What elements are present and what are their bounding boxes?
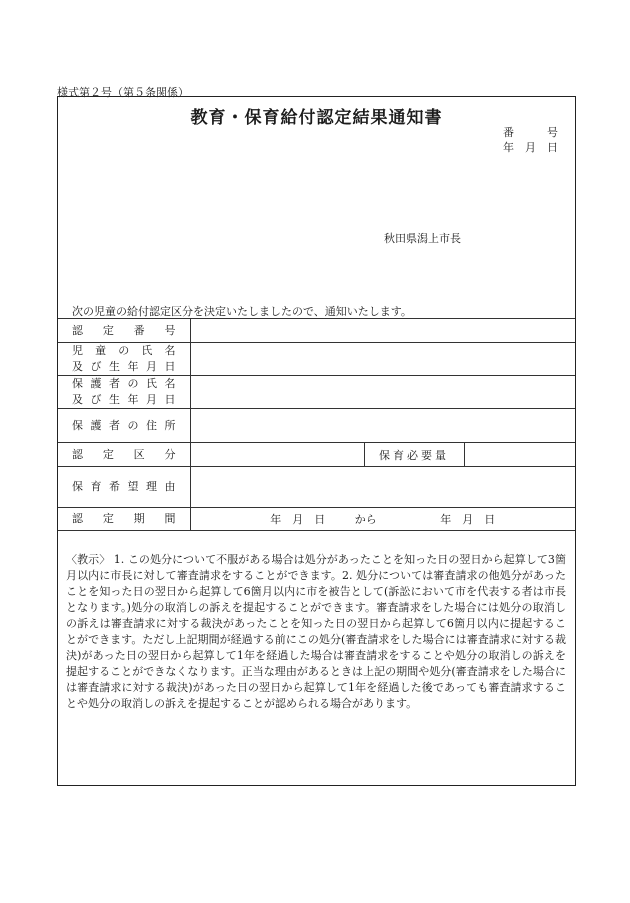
cert-number-value	[190, 319, 575, 343]
table-row	[58, 319, 575, 343]
table-row	[58, 376, 575, 409]
document-date-line: 年 月 日	[503, 141, 558, 154]
care-reason-label: 保育希望理由	[58, 467, 190, 508]
guardian-address-label: 保護者の住所	[58, 409, 190, 443]
issuer-name: 秋田県潟上市長	[384, 232, 461, 245]
cert-period-label: 認 定 期 間	[58, 508, 190, 531]
guardian-name-label	[58, 376, 190, 409]
cert-number-label: 認 定 番 号	[58, 319, 190, 343]
care-reason-value	[190, 467, 575, 508]
guardian-address-value	[190, 409, 575, 443]
table-row	[58, 508, 575, 531]
guardian-name-value	[190, 376, 575, 409]
care-amount-value	[464, 443, 575, 467]
cert-period-value	[190, 508, 575, 531]
period-from: から	[354, 513, 377, 526]
table-row	[58, 409, 575, 443]
guardian-name-label-line2: 及び生年月日	[72, 393, 176, 406]
table-row	[58, 343, 575, 376]
child-name-label	[58, 343, 190, 376]
appeal-instructions: 〈教示〉 1. この処分について不服がある場合は処分があったことを知った日の翌日から起算して3箇月以内に市長に対して審査請求をすることができます。2. 処分については審査請求の他処分があったことを知った日の翌日から起算して6箇月以内に市を被告として(訴訟において市を代表する者は市長となります。)処分の取消しの訴えを提起することができます。審査請求をした場合には処分の取消しの訴えは審査請求に対する裁決があったことを知った日の翌日から起算して6箇月以内に提起することができます。ただし上記期間が経過する前にこの処分(審査請求をした場合には審査請求に対する裁決)があった日の翌日から起算して1年を経過した場合は審査請求をすることや処分の取消しの訴えを提起することができなくなります。正当な理由があるときは上記の期間や処分(審査請求をした場合には審査請求に対する裁決)があった日の翌日から起算して1年を経過した後であっても審査請求することや処分の取消しの訴えを提起することが認められる場合があります。	[66, 553, 566, 710]
document-number-line: 番 号	[503, 126, 558, 139]
intro-text: 次の児童の給付認定区分を決定いたしましたので、通知いたします。	[72, 305, 412, 318]
certification-table	[58, 318, 575, 531]
cert-category-value	[190, 443, 364, 467]
child-name-label-line1: 児童の氏名	[72, 344, 176, 357]
table-row	[58, 467, 575, 508]
care-amount-label: 保育必要量	[364, 443, 464, 467]
period-end: 年 月 日	[440, 513, 496, 526]
guardian-name-label-line1: 保護者の氏名	[72, 377, 176, 390]
cert-category-label: 認 定 区 分	[58, 443, 190, 467]
notice-form-frame	[57, 96, 576, 786]
period-start: 年 月 日	[270, 513, 326, 526]
child-name-label-line2: 及び生年月日	[72, 360, 176, 373]
table-row	[58, 443, 575, 467]
form-number: 様式第２号（第５条関係）	[57, 86, 189, 99]
child-name-value	[190, 343, 575, 376]
document-title: 教育・保育給付認定結果通知書	[190, 108, 443, 128]
